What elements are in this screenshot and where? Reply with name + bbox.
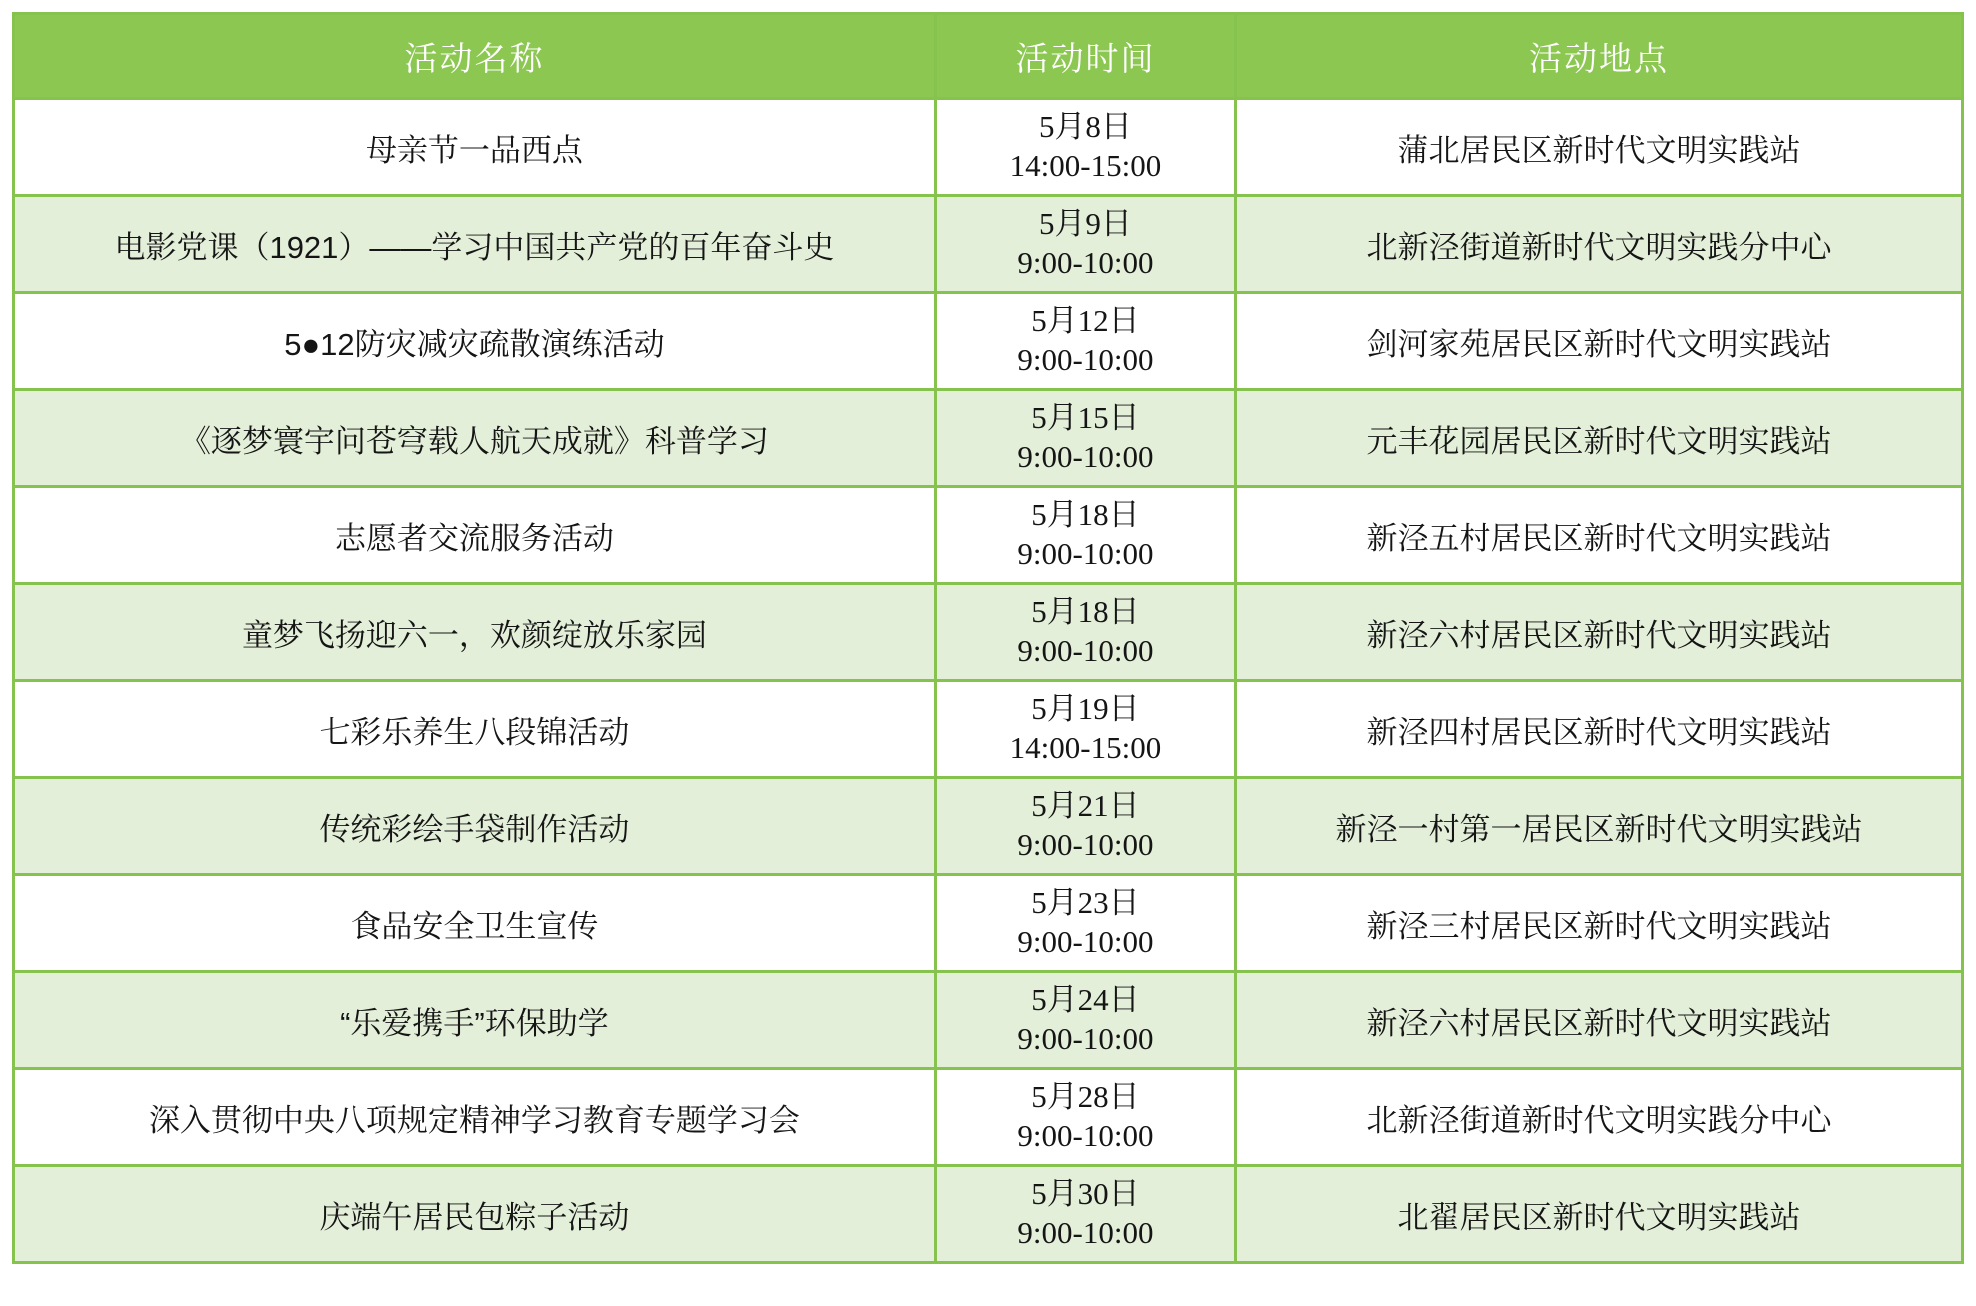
activity-time-cell: [935, 487, 1235, 584]
activity-date: 5月24日: [1031, 982, 1140, 1018]
activity-name-cell: 5●12防灾减灾疏散演练活动: [14, 293, 936, 390]
activity-schedule-table: [12, 12, 1964, 1264]
activity-time-range: 9:00-10:00: [1017, 1118, 1154, 1153]
table-row: [14, 1069, 1963, 1166]
activity-time-range: 14:00-15:00: [1009, 148, 1162, 183]
table-row: [14, 778, 1963, 875]
activity-date: 5月18日: [1031, 497, 1140, 533]
activity-date: 5月15日: [1031, 400, 1140, 436]
activity-location-cell: 北新泾街道新时代文明实践分中心: [1236, 196, 1963, 293]
table-row: [14, 390, 1963, 487]
activity-name-cell: 童梦飞扬迎六一，欢颜绽放乐家园: [14, 584, 936, 681]
activity-date: 5月30日: [1031, 1176, 1140, 1212]
activity-location-cell: 新泾五村居民区新时代文明实践站: [1236, 487, 1963, 584]
activity-time-cell: [935, 390, 1235, 487]
activity-date: 5月23日: [1031, 885, 1140, 921]
activity-location-cell: 北新泾街道新时代文明实践分中心: [1236, 1069, 1963, 1166]
table-row: [14, 487, 1963, 584]
activity-name-cell: 电影党课（1921）——学习中国共产党的百年奋斗史: [14, 196, 936, 293]
activity-time-range: 9:00-10:00: [1017, 633, 1154, 668]
activity-location-cell: 蒲北居民区新时代文明实践站: [1236, 99, 1963, 196]
activity-location-cell: 新泾六村居民区新时代文明实践站: [1236, 972, 1963, 1069]
activity-date: 5月21日: [1031, 788, 1140, 824]
header-activity-location: 活动地点: [1236, 14, 1963, 99]
activity-location-cell: 新泾三村居民区新时代文明实践站: [1236, 875, 1963, 972]
activity-date: 5月18日: [1031, 594, 1140, 630]
activity-name-cell: 庆端午居民包粽子活动: [14, 1166, 936, 1263]
activity-date: 5月12日: [1031, 303, 1140, 339]
activity-date: 5月19日: [1031, 691, 1140, 727]
table-row: [14, 293, 1963, 390]
activity-time-range: 9:00-10:00: [1017, 1021, 1154, 1056]
activity-time-cell: [935, 778, 1235, 875]
activity-name-cell: 传统彩绘手袋制作活动: [14, 778, 936, 875]
activity-name-cell: “乐爱携手”环保助学: [14, 972, 936, 1069]
table-row: [14, 1166, 1963, 1263]
activity-name-cell: 母亲节一品西点: [14, 99, 936, 196]
table-row: [14, 972, 1963, 1069]
activity-time-range: 9:00-10:00: [1017, 1215, 1154, 1250]
header-row: [14, 14, 1963, 99]
activity-time-cell: [935, 1166, 1235, 1263]
activity-time-cell: [935, 875, 1235, 972]
activity-location-cell: 北翟居民区新时代文明实践站: [1236, 1166, 1963, 1263]
table-row: [14, 681, 1963, 778]
activity-location-cell: 新泾六村居民区新时代文明实践站: [1236, 584, 1963, 681]
activity-time-cell: [935, 196, 1235, 293]
activity-location-cell: 剑河家苑居民区新时代文明实践站: [1236, 293, 1963, 390]
activity-location-cell: 新泾一村第一居民区新时代文明实践站: [1236, 778, 1963, 875]
activity-time-range: 9:00-10:00: [1017, 439, 1154, 474]
table-row: [14, 196, 1963, 293]
activity-time-range: 9:00-10:00: [1017, 924, 1154, 959]
activity-time-range: 9:00-10:00: [1017, 827, 1154, 862]
activity-date: 5月8日: [1038, 109, 1132, 145]
activity-time-cell: [935, 972, 1235, 1069]
activity-location-cell: 元丰花园居民区新时代文明实践站: [1236, 390, 1963, 487]
activity-name-cell: 志愿者交流服务活动: [14, 487, 936, 584]
header-activity-name: 活动名称: [14, 14, 936, 99]
activity-time-range: 9:00-10:00: [1017, 536, 1154, 571]
activity-time-cell: [935, 681, 1235, 778]
header-activity-time: 活动时间: [935, 14, 1235, 99]
activity-date: 5月9日: [1038, 206, 1132, 242]
activity-date: 5月28日: [1031, 1079, 1140, 1115]
activity-time-cell: [935, 99, 1235, 196]
activity-name-cell: 食品安全卫生宣传: [14, 875, 936, 972]
table-row: [14, 99, 1963, 196]
activity-time-cell: [935, 584, 1235, 681]
activity-time-cell: [935, 293, 1235, 390]
activity-time-cell: [935, 1069, 1235, 1166]
table-row: [14, 584, 1963, 681]
activity-name-cell: 深入贯彻中央八项规定精神学习教育专题学习会: [14, 1069, 936, 1166]
activity-location-cell: 新泾四村居民区新时代文明实践站: [1236, 681, 1963, 778]
activity-time-range: 9:00-10:00: [1017, 245, 1154, 280]
activity-time-range: 14:00-15:00: [1009, 730, 1162, 765]
activity-time-range: 9:00-10:00: [1017, 342, 1154, 377]
activity-name-cell: 《逐梦寰宇问苍穹载人航天成就》科普学习: [14, 390, 936, 487]
table-row: [14, 875, 1963, 972]
activity-name-cell: 七彩乐养生八段锦活动: [14, 681, 936, 778]
